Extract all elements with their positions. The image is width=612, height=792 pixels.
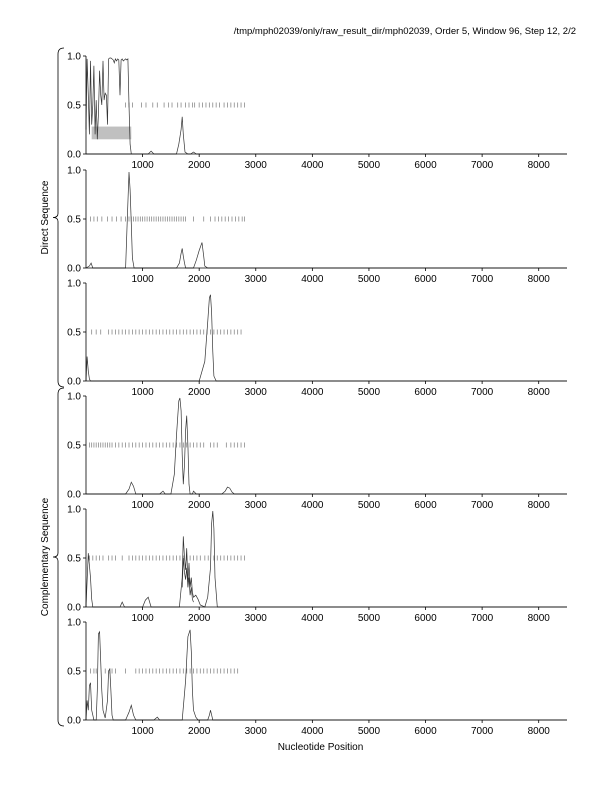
chart-panel-6 (67, 618, 567, 738)
chart-panel-3 (67, 279, 567, 399)
y-tick-label: 0.0 (67, 376, 81, 388)
x-tick-label: 6000 (414, 726, 437, 737)
group-label: Complementary Sequence (40, 497, 51, 617)
y-tick-label: 0.5 (67, 100, 81, 112)
x-tick-label: 5000 (357, 387, 381, 398)
x-tick-label: 3000 (244, 160, 267, 171)
x-tick-label: 1000 (131, 387, 154, 398)
y-tick-label: 0.5 (67, 214, 81, 226)
x-tick-label: 3000 (244, 387, 267, 398)
y-tick-label: 0.0 (67, 602, 81, 614)
x-tick-label: 3000 (244, 274, 267, 285)
x-tick-label: 7000 (470, 160, 494, 171)
x-tick-label: 6000 (414, 160, 437, 171)
y-tick-label: 0.5 (67, 553, 81, 565)
y-tick-label: 0.5 (67, 327, 81, 339)
x-axis-title: Nucleotide Position (277, 742, 364, 753)
x-tick-label: 1000 (131, 500, 154, 511)
x-tick-label: 7000 (470, 274, 494, 285)
x-tick-label: 4000 (301, 160, 324, 171)
series-line (86, 295, 567, 381)
chart-panel-5 (67, 505, 567, 625)
y-tick-label: 0.0 (67, 263, 81, 275)
y-tick-label: 0.0 (67, 489, 81, 501)
y-tick-label: 0.5 (67, 440, 81, 452)
y-tick-label: 1.0 (67, 278, 81, 290)
x-tick-label: 4000 (301, 387, 324, 398)
y-tick-label: 1.0 (67, 617, 81, 629)
x-tick-label: 7000 (470, 613, 494, 624)
x-tick-label: 6000 (414, 613, 437, 624)
series-line (86, 58, 131, 154)
x-tick-label: 2000 (188, 387, 211, 398)
x-tick-label: 8000 (527, 726, 550, 737)
series-line (86, 630, 567, 720)
x-tick-label: 6000 (414, 274, 437, 285)
x-tick-label: 4000 (301, 500, 324, 511)
series-line (86, 117, 567, 154)
x-tick-label: 5000 (357, 274, 381, 285)
x-tick-label: 8000 (527, 160, 550, 171)
x-tick-label: 8000 (527, 387, 550, 398)
x-tick-label: 8000 (527, 613, 550, 624)
y-tick-label: 0.0 (67, 149, 81, 161)
chart-panel-1 (67, 52, 567, 172)
y-tick-label: 0.0 (67, 715, 81, 727)
x-tick-label: 5000 (357, 726, 381, 737)
x-tick-label: 5000 (357, 500, 381, 511)
x-tick-label: 6000 (414, 500, 437, 511)
x-tick-label: 6000 (414, 387, 437, 398)
group-brace (53, 388, 64, 726)
x-tick-label: 2000 (188, 726, 211, 737)
x-tick-label: 7000 (470, 500, 494, 511)
group-brace (53, 48, 64, 387)
y-tick-label: 1.0 (67, 504, 81, 516)
x-tick-label: 1000 (131, 726, 154, 737)
x-tick-label: 4000 (301, 613, 324, 624)
x-tick-label: 1000 (131, 274, 154, 285)
x-tick-label: 1000 (131, 160, 154, 171)
x-tick-label: 8000 (527, 274, 550, 285)
y-tick-label: 0.5 (67, 666, 81, 678)
series-line (86, 511, 567, 607)
x-tick-label: 3000 (244, 726, 267, 737)
x-tick-label: 1000 (131, 613, 154, 624)
series-line (86, 398, 567, 494)
y-tick-label: 1.0 (67, 165, 81, 177)
x-tick-label: 3000 (244, 613, 267, 624)
x-tick-label: 2000 (188, 500, 211, 511)
x-tick-label: 2000 (188, 160, 211, 171)
x-tick-label: 7000 (470, 726, 494, 737)
x-tick-label: 2000 (188, 274, 211, 285)
x-tick-label: 4000 (301, 274, 324, 285)
chart-panel-4 (67, 392, 567, 512)
x-tick-label: 4000 (301, 726, 324, 737)
x-tick-label: 2000 (188, 613, 211, 624)
y-tick-label: 1.0 (67, 391, 81, 403)
x-tick-label: 8000 (527, 500, 550, 511)
y-tick-label: 1.0 (67, 51, 81, 63)
x-tick-label: 5000 (357, 160, 381, 171)
x-tick-label: 5000 (357, 613, 381, 624)
page-title: /tmp/mph02039/only/raw_result_dir/mph02039, Order 5, Window 96, Step 12, 2/2 (233, 26, 576, 37)
x-tick-label: 3000 (244, 500, 267, 511)
group-label: Direct Sequence (40, 180, 51, 255)
chart-panel-2 (67, 166, 567, 286)
x-tick-label: 7000 (470, 387, 494, 398)
